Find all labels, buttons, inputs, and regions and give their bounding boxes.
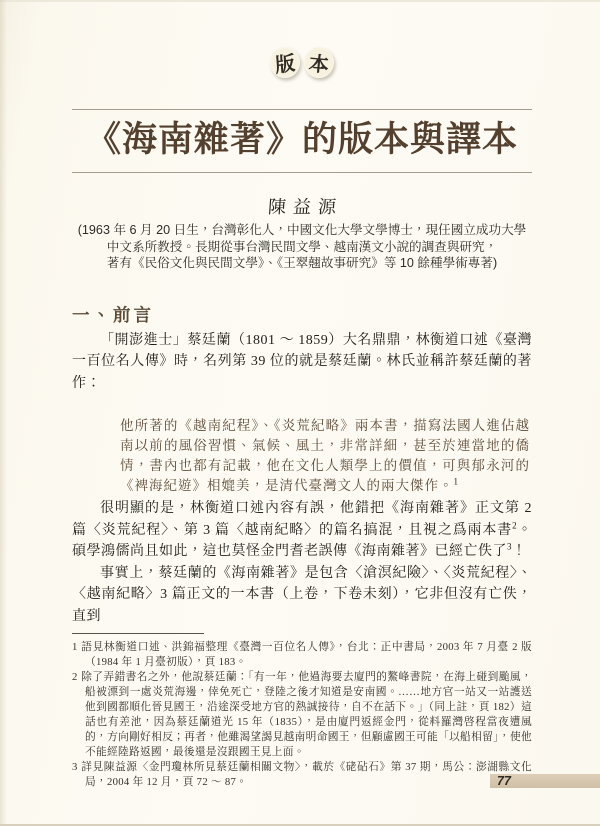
paragraph-2-text: ！ [512,544,527,559]
seal-character-left: 版 [274,52,296,78]
article-title: 《海南雜著》的版本與譯本 [85,120,518,159]
page-number: 77 [497,774,511,788]
page-number-band [490,774,600,788]
footnote-text: 語見林衡道口述、洪錦福整理《臺灣一百位名人傳》，台北：正中書局，2003 年 7 月臺 2 版（1984 年 1 月臺初版），頁 183。 [81,641,532,668]
footnote-ref-2: 2 [512,519,518,530]
paragraph-1: 「開澎進士」蔡廷蘭（1801 ～ 1859）大名鼎鼎，林衡道口述《臺灣一百位名人傳》時，名列第 39 位的就是蔡廷蘭。林氏並稱許蔡廷蘭的著作： [72,332,532,391]
footnote-ref-3: 3 [507,541,512,552]
column-header-seals [72,47,532,79]
footnote-ref-1: 1 [453,476,459,487]
author-bio-line: 著有《民俗文化與民間文學》、《王翠翹故事研究》等 10 餘種學術專著) [106,256,498,270]
footnote-item [72,670,532,760]
author-bio [72,222,532,272]
author-bio-line: (1963 年 6 月 20 日生，台灣彰化人，中國文化大學文學博士，現任國立成功大學 [77,223,527,237]
footnote-separator [72,633,204,634]
footnote-number: 2 [72,671,78,683]
page-top-edge [0,0,600,2]
paragraph-2 [72,498,532,563]
block-quote [120,416,530,496]
author-name: 陳益源 [267,197,344,217]
footnote-number: 1 [72,641,78,653]
seal-character-right: 本 [307,53,330,77]
footnotes [72,640,532,790]
paragraph-2-text: 很明顯的是，林衡道口述內容有誤，他錯把《海南雜著》正文第 2 篇〈炎荒紀程〉、第 3 篇〈越南紀略〉的篇名搞混，且視之爲兩本書 [72,501,532,538]
footnote-text: 除了弄錯書名之外，他說蔡廷蘭：「有一年，他過海要去廈門的鰲峰書院，在海上碰到颱風，船被漂到一處炎荒海邊，倖免死亡，登陸之後才知道是安南國。……地方官一站又一站護送他到國都順化晉見國王，沿途深受地方官的熱誠接待，自不在話下。」（同上註，頁 182）這話也有差池，因為蔡廷蘭道光 15 年（1835），是由廈門返經金門，從料羅灣啓程當夜遭風的，方向剛好相反；再者，他雖渴望謁見越南明命國王，但顧慮國王可能「以船相留」，使他不能經陸路返國，最後還是沒跟國王見上面。 [81,671,532,758]
footnote-item [72,640,532,670]
section-heading-foreword: 一、前言 [72,304,154,325]
footnote-number: 3 [72,761,78,773]
article-content [72,47,532,790]
page-left-shadow [0,0,7,826]
edition-seal-left [270,47,300,78]
paragraph-2-text: 。碩學鴻儒尚且如此，這也莫怪金門耆老誤傳《海南雜著》已經亡佚了 [72,522,532,559]
quote-text: 他所著的《越南紀程》、《炎荒紀略》兩本書，描寫法國人進佔越南以前的風俗習慣、氣候、風土，非常詳細，甚至於連當地的僑情，書內也都有記載，他在文化人類學上的價值，可與郁永河的《裨海紀遊》相媲美，是清代臺灣文人的兩大傑作。 [120,418,530,493]
edition-seal-right [304,47,334,78]
author-bio-line: 中文系所教授。長期從事台灣民間文學、越南漢文小說的調查與研究， [106,239,498,254]
title-block [72,109,532,173]
paragraph-3: 事實上，蔡廷蘭的《海南雜著》是包含〈滄溟紀險〉、〈炎荒紀程〉、〈越南紀略〉3 篇正文的一本書（上卷，下卷未刻），它非但沒有亡佚，直到 [72,565,532,624]
footnote-item [72,760,532,790]
footnote-text: 詳見陳益源〈金門瓊林所見蔡廷蘭相關文物〉，載於《硓砧石》第 37 期，馬公：澎湖縣文化局，2004 年 12 月，頁 72 ～ 87。 [81,761,532,788]
